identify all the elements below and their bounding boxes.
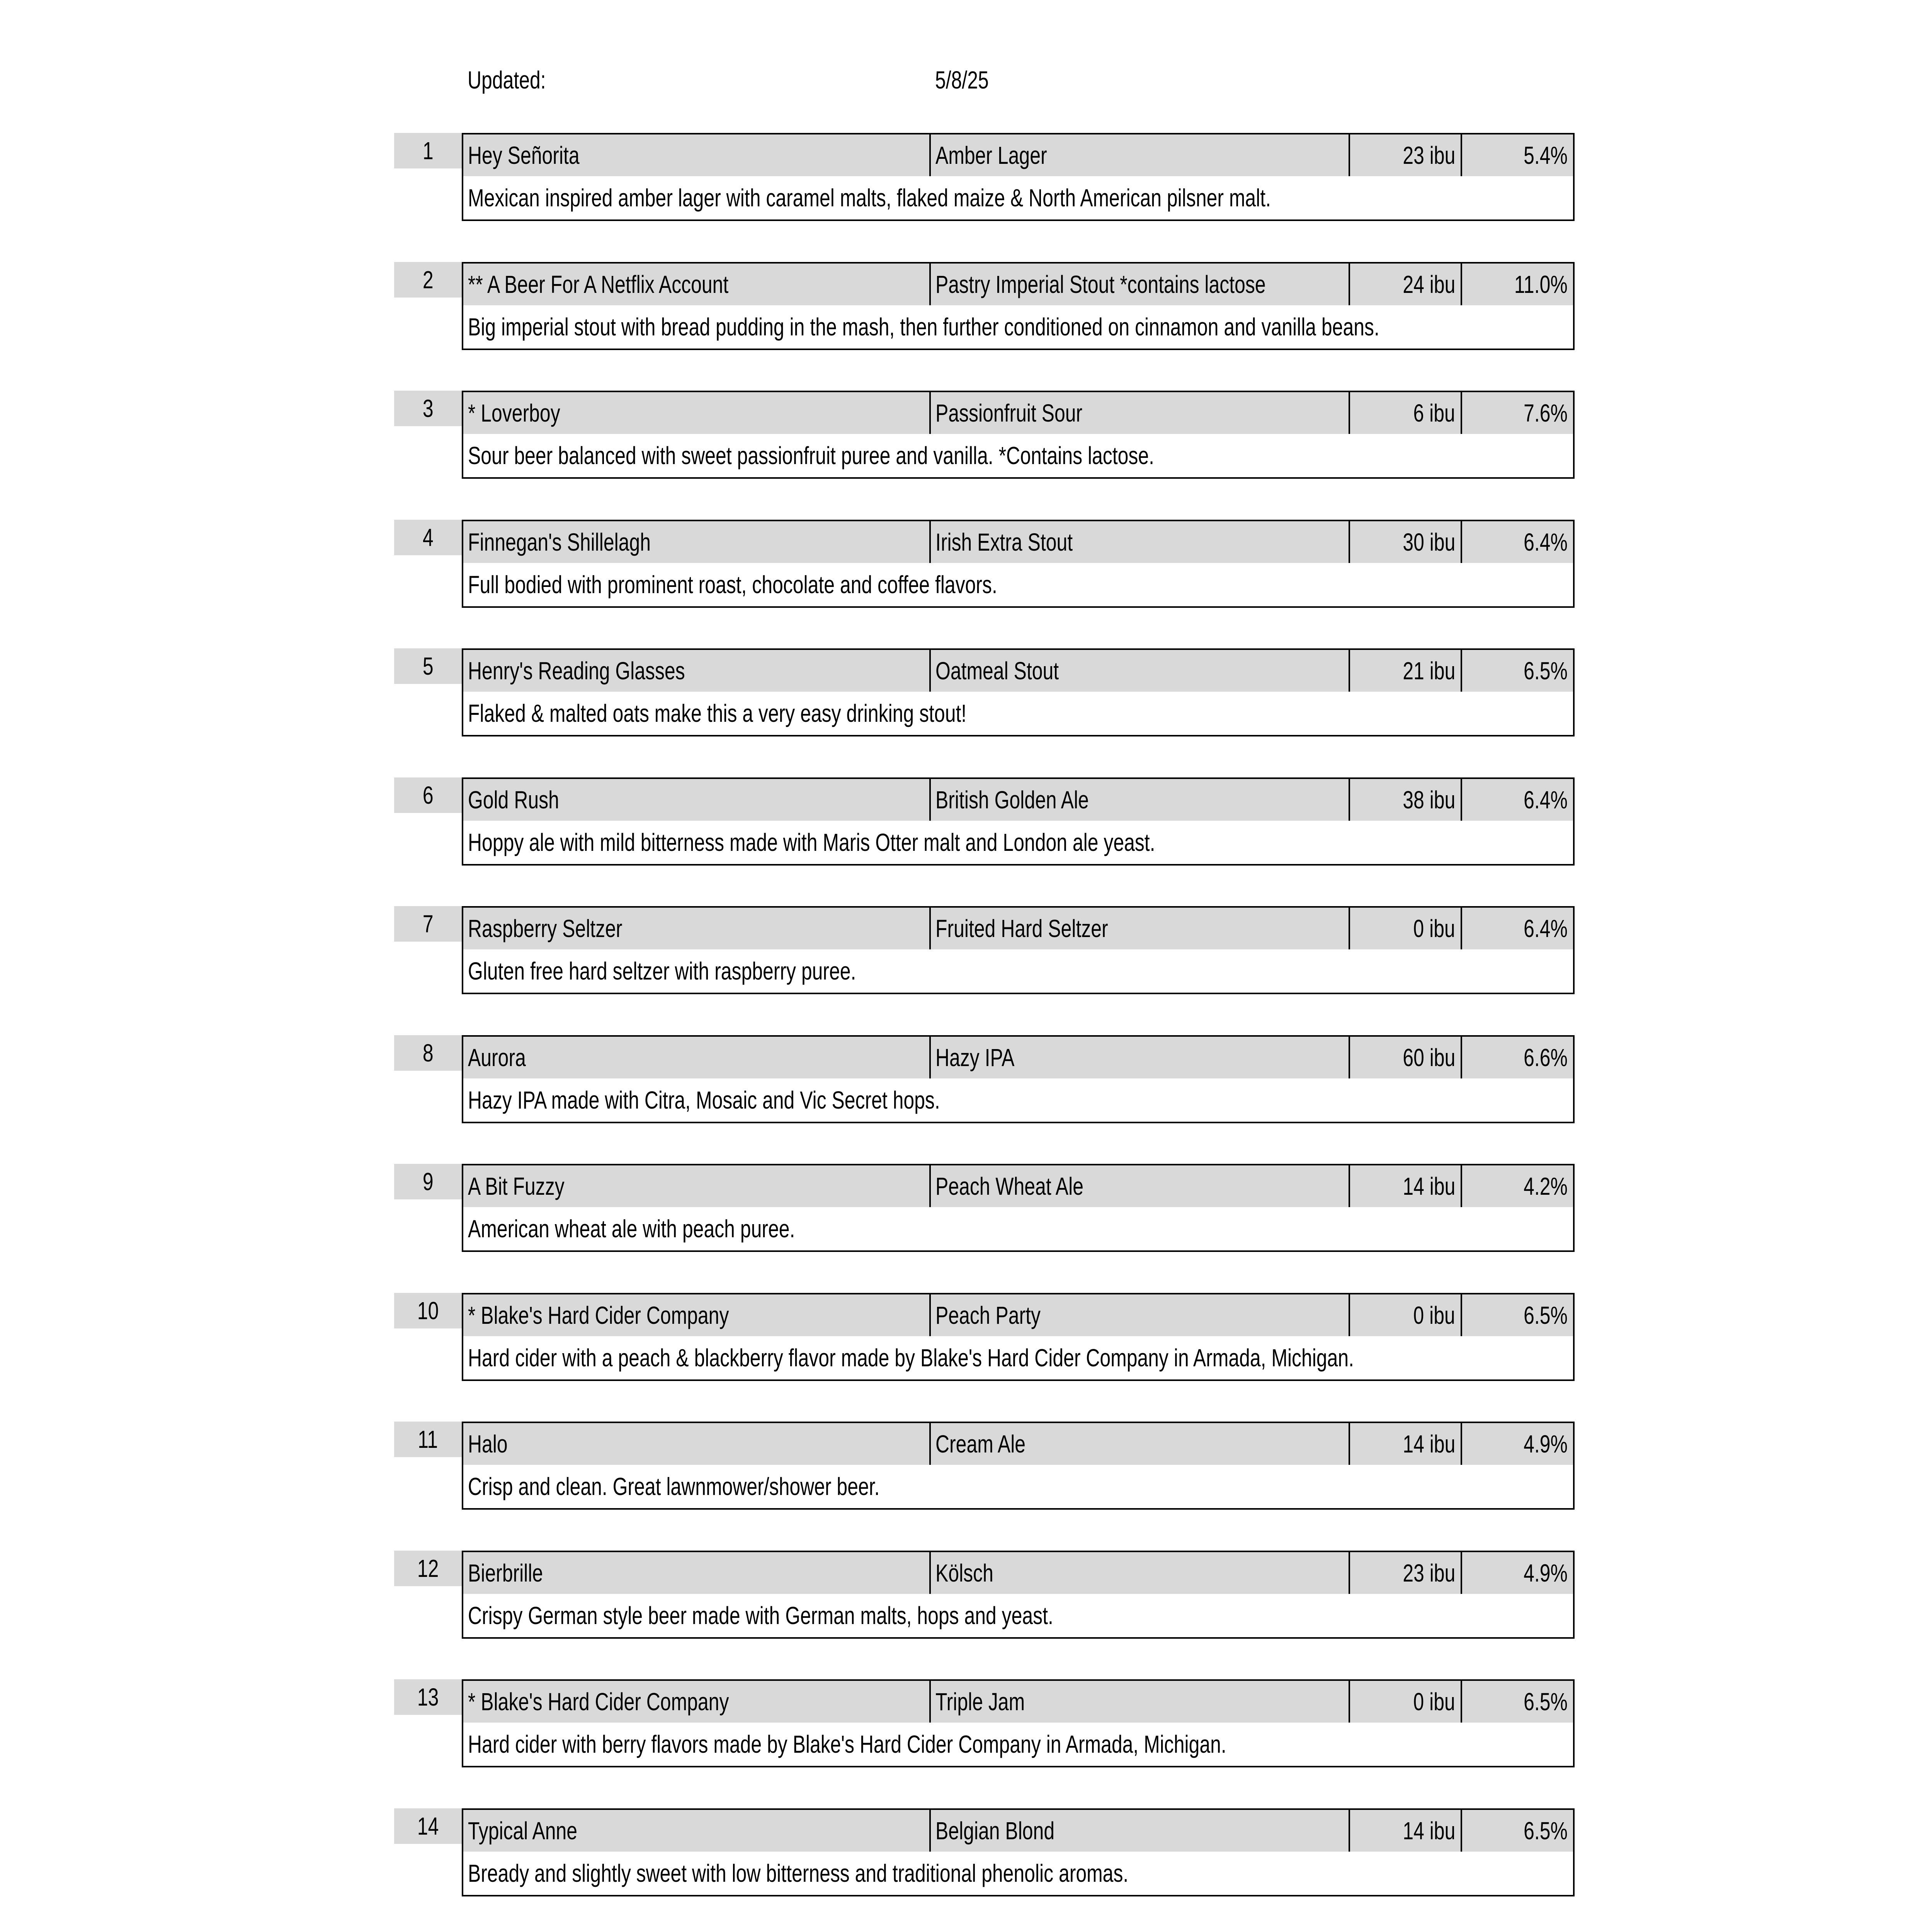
beer-style: Amber Lager [935,141,1047,169]
beer-name-cell [463,521,931,563]
beer-style-cell [931,1810,1350,1852]
beer-ibu-cell [1350,1423,1462,1465]
beer-description-row [462,1207,1575,1252]
beer-description: Gluten free hard seltzer with raspberry puree. [468,957,856,985]
beer-description-row [462,949,1575,994]
beer-name-cell [463,1423,931,1465]
beer-info-row [462,1679,1575,1724]
beer-description-row [462,821,1575,866]
beer-entry [0,1416,1932,1509]
beer-description-row [462,692,1575,736]
beer-ibu-cell [1350,1037,1462,1078]
beer-style: British Golden Ale [935,786,1089,814]
beer-description-row [462,1078,1575,1123]
beer-abv-cell [1462,264,1573,305]
beer-name-cell [463,1681,931,1723]
beer-ibu-cell [1350,779,1462,821]
beer-style: Hazy IPA [935,1044,1015,1071]
beer-name-cell [463,650,931,692]
beer-description-row [462,434,1575,479]
beer-ibu-cell [1350,1552,1462,1594]
beer-description-row [462,1723,1575,1767]
beer-entry [0,772,1932,865]
beer-name-cell [463,1810,931,1852]
beer-entry [0,385,1932,478]
beer-abv-cell [1462,650,1573,692]
beer-name-cell [463,264,931,305]
beer-style: Triple Jam [935,1688,1025,1716]
beer-name-cell [463,134,931,176]
beer-name: ** A Beer For A Netflix Account [468,270,729,298]
tap-number: 7 [422,910,434,938]
beer-style-cell [931,650,1350,692]
beer-description: Full bodied with prominent roast, chocolate and coffee flavors. [468,571,997,599]
beer-ibu: 23 ibu [1402,1559,1455,1587]
beer-style-cell [931,1037,1350,1078]
beer-style: Oatmeal Stout [935,657,1059,685]
beer-info-row [462,777,1575,822]
beer-abv: 4.2% [1524,1172,1568,1200]
beer-description: American wheat ale with peach puree. [468,1215,795,1243]
beer-entry [0,1287,1932,1380]
beer-abv-cell [1462,392,1573,434]
beer-abv-cell [1462,134,1573,176]
beer-description-row [462,1465,1575,1510]
beer-style-cell [931,392,1350,434]
beer-description: Hard cider with berry flavors made by Blake's Hard Cider Company in Armada, Michigan. [468,1730,1226,1758]
beer-ibu: 60 ibu [1402,1044,1455,1071]
beer-name: Gold Rush [468,786,559,814]
beer-name-cell [463,1037,931,1078]
beer-info-row [462,1164,1575,1209]
beer-ibu: 24 ibu [1402,270,1455,298]
beer-description: Crispy German style beer made with German malts, hops and yeast. [468,1602,1053,1629]
beer-ibu: 0 ibu [1413,1301,1455,1329]
beer-description: Bready and slightly sweet with low bitterness and traditional phenolic aromas. [468,1859,1129,1887]
beer-entry [0,1158,1932,1251]
beer-style-cell [931,779,1350,821]
beer-description: Crisp and clean. Great lawnmower/shower beer. [468,1473,880,1500]
beer-name: Finnegan's Shillelagh [468,528,651,556]
beer-description-row [462,305,1575,350]
beer-abv: 7.6% [1524,399,1568,427]
beer-style-cell [931,1681,1350,1723]
tap-number: 3 [422,395,434,422]
beer-abv: 6.4% [1524,786,1568,814]
beer-abv-cell [1462,1552,1573,1594]
beer-style: Belgian Blond [935,1817,1055,1845]
tap-number: 8 [422,1039,434,1067]
tap-number: 13 [417,1683,439,1711]
beer-abv-cell [1462,1165,1573,1207]
beer-style-cell [931,1423,1350,1465]
beer-name-cell [463,1552,931,1594]
beer-entry [0,128,1932,220]
tap-number: 1 [422,137,434,165]
beer-ibu: 14 ibu [1402,1817,1455,1845]
beer-abv: 6.4% [1524,915,1568,942]
beer-description: Hard cider with a peach & blackberry flavor made by Blake's Hard Cider Company in Armada, Michigan. [468,1344,1354,1372]
beer-style-cell [931,264,1350,305]
beer-style-cell [931,134,1350,176]
tap-number: 11 [418,1425,438,1453]
beer-entry [0,1803,1932,1896]
beer-style: Kölsch [935,1559,993,1587]
beer-abv: 6.5% [1524,657,1568,685]
beer-info-row [462,906,1575,951]
beer-name-cell [463,392,931,434]
beer-ibu: 0 ibu [1413,915,1455,942]
beer-name: Typical Anne [468,1817,578,1845]
beer-info-row [462,1551,1575,1595]
beer-info-row [462,262,1575,307]
beer-name: A Bit Fuzzy [468,1172,565,1200]
beer-name: * Blake's Hard Cider Company [468,1688,729,1716]
beer-abv-cell [1462,521,1573,563]
beer-entry [0,643,1932,736]
beer-name: Hey Señorita [468,141,580,169]
beer-ibu: 23 ibu [1402,141,1455,169]
beer-style-cell [931,521,1350,563]
beer-entry [0,1545,1932,1638]
beer-info-row [462,391,1575,435]
beer-name: Halo [468,1430,508,1458]
tap-number: 14 [417,1812,439,1840]
beer-info-row [462,133,1575,178]
beer-info-row [462,1293,1575,1338]
beer-abv-cell [1462,1294,1573,1336]
beer-name-cell [463,908,931,949]
beer-abv: 4.9% [1524,1430,1568,1458]
beer-abv: 6.5% [1524,1688,1568,1716]
beer-abv-cell [1462,1810,1573,1852]
beer-abv: 6.4% [1524,528,1568,556]
beer-abv: 5.4% [1524,141,1568,169]
beer-style-cell [931,908,1350,949]
beer-ibu-cell [1350,1165,1462,1207]
updated-label: Updated: [468,66,546,94]
updated-date: 5/8/25 [935,66,989,94]
beer-abv: 4.9% [1524,1559,1568,1587]
beer-abv: 11.0% [1514,270,1568,298]
beer-ibu-cell [1350,908,1462,949]
tap-number: 5 [422,652,434,680]
beer-style: Pastry Imperial Stout *contains lactose [935,270,1266,298]
tap-number: 12 [417,1554,439,1582]
beer-name: Henry's Reading Glasses [468,657,685,685]
beer-ibu-cell [1350,521,1462,563]
beer-description-row [462,176,1575,221]
beer-style-cell [931,1552,1350,1594]
beer-description: Sour beer balanced with sweet passionfruit puree and vanilla. *Contains lactose. [468,442,1154,469]
beer-style: Irish Extra Stout [935,528,1073,556]
tap-number: 2 [422,266,434,294]
beer-ibu-cell [1350,650,1462,692]
beer-abv-cell [1462,1037,1573,1078]
beer-name: Raspberry Seltzer [468,915,622,942]
beer-ibu-cell [1350,392,1462,434]
beer-name: * Loverboy [468,399,560,427]
beer-description: Hazy IPA made with Citra, Mosaic and Vic Secret hops. [468,1086,940,1114]
beer-abv-cell [1462,779,1573,821]
beer-description-row [462,1594,1575,1639]
beer-ibu: 38 ibu [1402,786,1455,814]
beer-ibu-cell [1350,134,1462,176]
beer-abv-cell [1462,908,1573,949]
beer-ibu: 0 ibu [1413,1688,1455,1716]
beer-ibu-cell [1350,264,1462,305]
beer-style-cell [931,1165,1350,1207]
beer-abv-cell [1462,1681,1573,1723]
beer-style: Peach Party [935,1301,1041,1329]
beer-entry [0,514,1932,607]
beer-abv: 6.6% [1524,1044,1568,1071]
beer-ibu-cell [1350,1294,1462,1336]
beer-name-cell [463,779,931,821]
tap-number: 10 [417,1297,439,1325]
beer-abv: 6.5% [1524,1301,1568,1329]
beer-entry [0,257,1932,349]
beer-name: Aurora [468,1044,526,1071]
beer-description-row [462,1852,1575,1896]
beer-abv-cell [1462,1423,1573,1465]
beer-ibu: 21 ibu [1402,657,1455,685]
beer-entry [0,1030,1932,1122]
beer-description-row [462,563,1575,608]
beer-ibu: 30 ibu [1402,528,1455,556]
beer-style: Fruited Hard Seltzer [935,915,1108,942]
beer-ibu: 14 ibu [1402,1172,1455,1200]
beer-info-row [462,1422,1575,1466]
beer-ibu-cell [1350,1681,1462,1723]
beer-style: Peach Wheat Ale [935,1172,1083,1200]
tap-number: 4 [422,524,434,551]
beer-description: Mexican inspired amber lager with caramel malts, flaked maize & North American pilsner malt. [468,184,1271,212]
beer-ibu: 6 ibu [1413,399,1455,427]
beer-info-row [462,648,1575,693]
tap-number: 9 [422,1168,434,1196]
beer-info-row [462,1808,1575,1853]
beer-abv: 6.5% [1524,1817,1568,1845]
beer-style: Passionfruit Sour [935,399,1083,427]
beer-ibu-cell [1350,1810,1462,1852]
beer-style-cell [931,1294,1350,1336]
beer-name-cell [463,1294,931,1336]
beer-info-row [462,520,1575,565]
beer-description: Flaked & malted oats make this a very easy drinking stout! [468,699,967,727]
tap-number: 6 [422,781,434,809]
beer-ibu: 14 ibu [1402,1430,1455,1458]
beer-entry [0,901,1932,993]
beer-description-row [462,1336,1575,1381]
beer-description: Big imperial stout with bread pudding in the mash, then further conditioned on cinnamon and vanilla beans. [468,313,1379,341]
beer-name-cell [463,1165,931,1207]
beer-name: Bierbrille [468,1559,543,1587]
beer-info-row [462,1035,1575,1080]
beer-style: Cream Ale [935,1430,1026,1458]
beer-description: Hoppy ale with mild bitterness made with Maris Otter malt and London ale yeast. [468,828,1155,856]
beer-name: * Blake's Hard Cider Company [468,1301,729,1329]
beer-entry [0,1674,1932,1767]
